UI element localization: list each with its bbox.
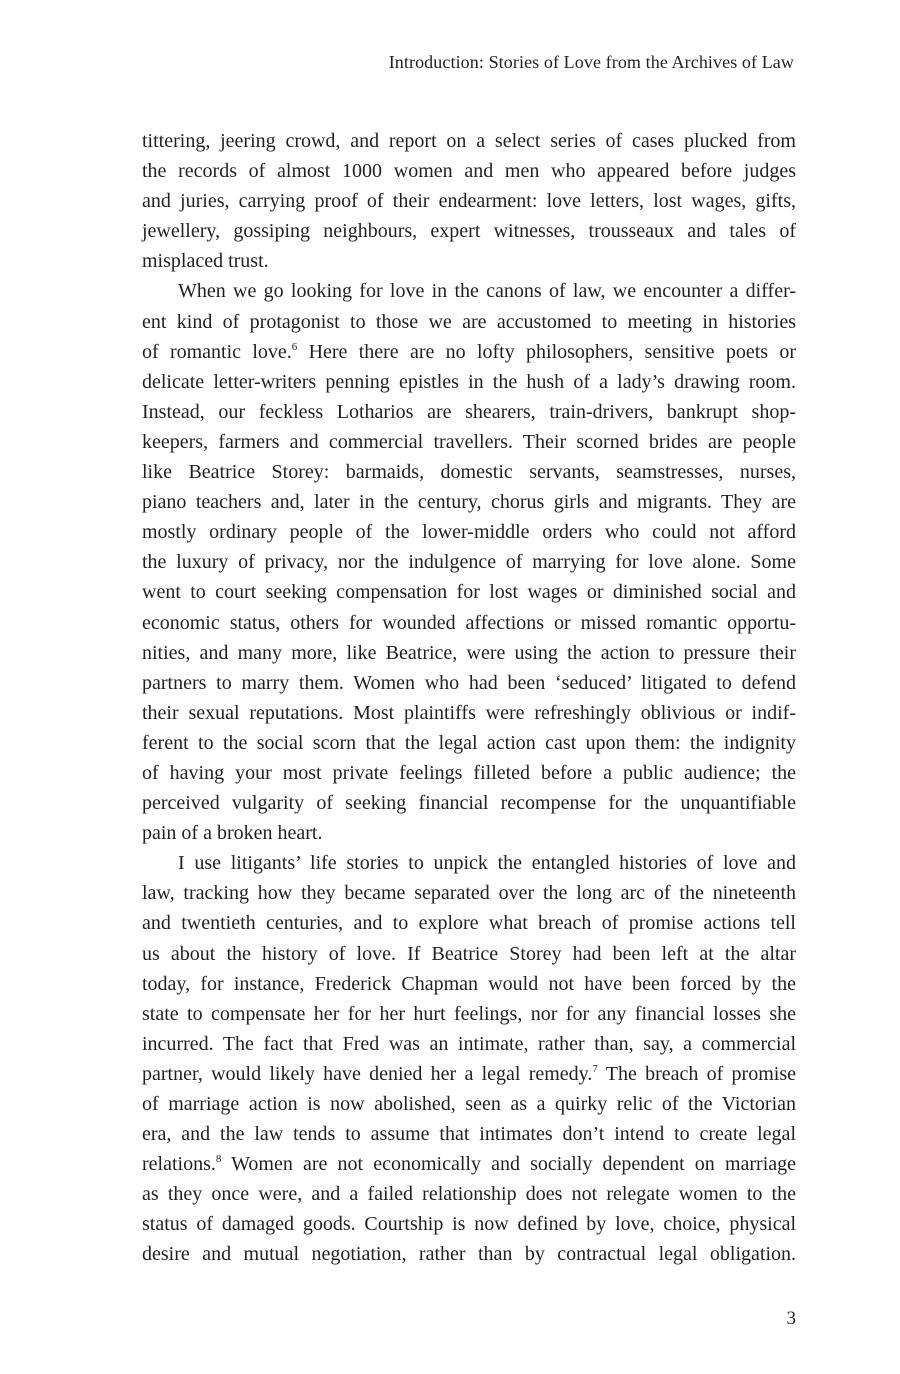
text-line [142, 1059, 796, 1089]
text-segment: The breach of promise [605, 1062, 796, 1085]
text-line: keepers, farmers and commercial travellers. Their scorned brides are people [142, 430, 796, 453]
text-line: and twentieth centuries, and to explore what breach of promise actions tell [142, 912, 796, 935]
text-line: went to court seeking compensation for lost wages or diminished social and [142, 581, 796, 604]
text-segment: Women are not economically and socially dependent on marriage [231, 1153, 797, 1176]
text-line: of marriage action is now abolished, seen as a quirky relic of the Victorian [142, 1093, 796, 1115]
text-line: their sexual reputations. Most plaintiffs were refreshingly oblivious or indif- [142, 701, 796, 724]
text-line: the records of almost 1000 women and men who appeared before judges [142, 160, 796, 183]
text-line: economic status, others for wounded affections or missed romantic opportu- [142, 611, 796, 634]
text-line: era, and the law tends to assume that intimates don’t intend to create legal [142, 1123, 796, 1146]
text-segment: relations. [142, 1153, 216, 1176]
text-line: jewellery, gossiping neighbours, expert witnesses, trousseaux and tales of [142, 220, 796, 243]
footnote-ref-7[interactable]: 7 [592, 1062, 598, 1075]
text-line: today, for instance, Frederick Chapman would not have been forced by the [142, 972, 796, 995]
footnote-ref-8[interactable]: 8 [215, 1153, 222, 1166]
text-segment: of romantic love. [142, 340, 292, 363]
text-line: When we go looking for love in the canons of law, we encounter a differ- [178, 280, 796, 303]
text-line [142, 1149, 796, 1179]
text-line [142, 337, 796, 367]
text-segment: partner, would likely have denied her a legal remedy. [142, 1062, 593, 1085]
paragraph-2 [142, 276, 796, 848]
text-line: Instead, our feckless Lotharios are shearers, train-drivers, bankrupt shop- [142, 400, 796, 423]
text-line: like Beatrice Storey: barmaids, domestic servants, seamstresses, nurses, [142, 461, 796, 484]
text-line: and juries, carrying proof of their endearment: love letters, lost wages, gifts, [142, 190, 796, 213]
text-line: perceived vulgarity of seeking financial recompense for the unquantifiable [142, 792, 796, 815]
text-line: delicate letter-writers penning epistles in the hush of a lady’s drawing room. [142, 370, 796, 393]
paragraph-3 [142, 848, 796, 1269]
text-line: as they once were, and a failed relationship does not relegate women to the [142, 1183, 796, 1206]
page-number: 3 [786, 1308, 796, 1329]
text-line: desire and mutual negotiation, rather than by contractual legal obligation. [142, 1243, 796, 1266]
text-line: state to compensate her for her hurt feelings, nor for any financial losses she [142, 1002, 796, 1025]
text-line: piano teachers and, later in the century, chorus girls and migrants. They are [142, 491, 796, 514]
footnote-ref-6[interactable]: 6 [291, 340, 298, 353]
text-line: mostly ordinary people of the lower-middle orders who could not afford [142, 521, 796, 544]
text-line: incurred. The fact that Fred was an intimate, rather than, say, a commercial [142, 1032, 796, 1055]
text-line: of having your most private feelings filleted before a public audience; the [142, 761, 796, 784]
text-line: tittering, jeering crowd, and report on a select series of cases plucked from [142, 130, 796, 152]
body-text [142, 126, 796, 1270]
text-segment: Here there are no lofty philosophers, sensitive poets or [308, 340, 796, 363]
text-line: partners to marry them. Women who had been ‘seduced’ litigated to defend [142, 671, 796, 694]
paragraph-1 [142, 126, 796, 276]
text-line: ferent to the social scorn that the legal action cast upon them: the indignity [142, 731, 796, 754]
running-header: Introduction: Stories of Love from the Archives of Law [388, 52, 794, 72]
text-line: us about the history of love. If Beatrice Storey had been left at the altar [142, 942, 796, 965]
text-line: ent kind of protagonist to those we are accustomed to meeting in histories [142, 310, 796, 333]
text-line: status of damaged goods. Courtship is now defined by love, choice, physical [142, 1213, 796, 1236]
text-line: nities, and many more, like Beatrice, were using the action to pressure their [142, 641, 796, 664]
text-line: misplaced trust. [142, 250, 269, 273]
text-line: law, tracking how they became separated over the long arc of the nineteenth [142, 882, 796, 905]
text-line: I use litigants’ life stories to unpick the entangled histories of love and [178, 852, 796, 875]
text-line: pain of a broken heart. [142, 822, 323, 845]
text-line: the luxury of privacy, nor the indulgence of marrying for love alone. Some [142, 551, 796, 574]
